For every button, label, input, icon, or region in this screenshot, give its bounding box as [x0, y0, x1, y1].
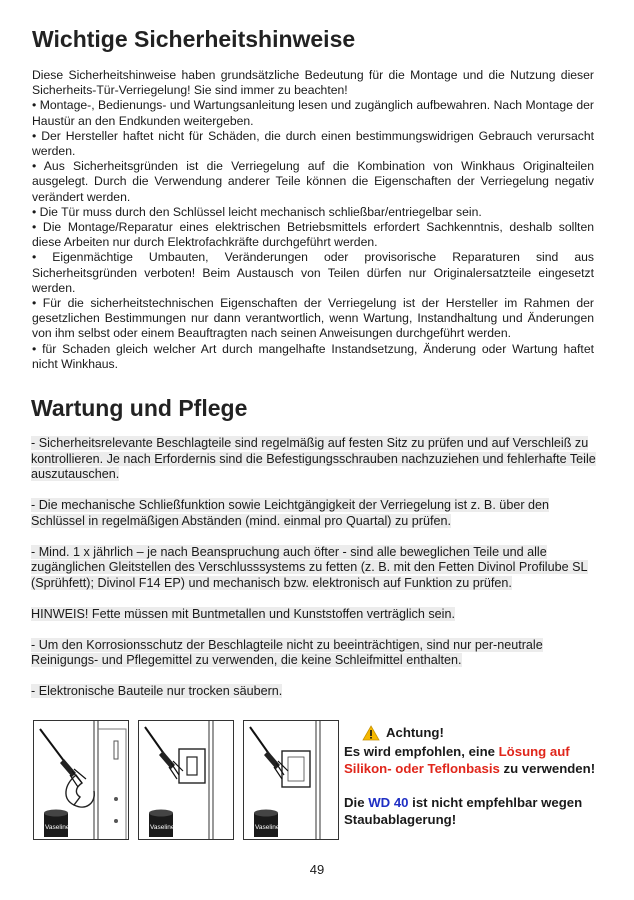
notice-heading: Achtung! [386, 725, 444, 740]
notice-box [344, 724, 604, 828]
not-recommended-product: WD 40 [368, 795, 409, 810]
safety-heading: Wichtige Sicherheitshinweise [32, 26, 356, 52]
recommended-lubricant: Lösung auf Silikon- oder Teflonbasis [344, 744, 570, 776]
safety-bullet: • Aus Sicherheitsgründen ist die Verriegelung auf die Kombination von Winkhaus Originalteilen ausgelegt. Durch die Verwendung anderer Teile können die Eigenschaften der Verriegelung negativ verändert werden. [32, 159, 594, 204]
safety-bullet: • Für die sicherheitstechnischen Eigenschaften der Verriegelung ist der Hersteller im Rahmen der gesetzlichen Bestimmungen nur dann verantwortlich, wenn Wartung, Instandhaltung und Änderungen von ihm selbst oder einem Beauftragten nach seinen Anweisungen durchgeführt werden. [32, 296, 594, 341]
page-number: 49 [309, 862, 325, 877]
safety-intro: Diese Sicherheitshinweise haben grundsätzliche Bedeutung für die Montage und die Nutzung dieser Sicherheits-Tür-Verriegelung! Sie sind immer zu beachten! [32, 68, 594, 98]
safety-section [32, 68, 594, 372]
notice-warning: Die WD 40 ist nicht empfehlbar wegen Staubablagerung! [344, 795, 583, 827]
safety-bullet: • Die Tür muss durch den Schlüssel leicht mechanisch schließbar/entriegelbar sein. [32, 204, 482, 219]
can-label: Vaseline [150, 824, 175, 831]
care-item: - Sicherheitsrelevante Beschlagteile sind regelmäßig auf festen Sitz zu prüfen und auf Verschleiß zu kontrollieren. Je nach Erfordernis sind die Befestigungsschrauben nachzuziehen und fehlerhafte Teile auszutauschen. [31, 436, 596, 481]
care-item: - Elektronische Bauteile nur trocken säubern. [31, 684, 283, 698]
safety-bullet: • Die Montage/Reparatur eines elektrischen Betriebsmittels erfordert Sachkenntnis, deshalb sollten diese Arbeiten nur durch Elektrofachkräfte durchgeführt werden. [32, 220, 594, 250]
keeper-lubrication-drawing [244, 721, 338, 839]
safety-bullet: • Montage-, Bedienungs- und Wartungsanleitung lesen und zugänglich aufbewahren. Nach Montage der Haustür an den Endkunden weitergeben. [32, 98, 594, 128]
notice-header [362, 724, 604, 741]
warning-triangle-icon [362, 725, 380, 741]
care-item: - Um den Korrosionsschutz der Beschlagteile nicht zu beeinträchtigen, sind nur per-neutrale Reinigungs- und Pflegemittel zu verwenden, die keine Schleifmittel enthalten. [31, 637, 543, 667]
notice-recommendation: Es wird empfohlen, eine Lösung auf Silikon- oder Teflonbasis zu verwenden! [344, 744, 596, 776]
can-label: Vaseline [45, 824, 70, 831]
illustration-striker-lubrication [138, 720, 234, 840]
safety-bullet: • für Schaden gleich welcher Art durch mangelhafte Instandsetzung, Änderung oder Wartung haftet nicht Winkhaus. [32, 341, 594, 371]
care-heading: Wartung und Pflege [31, 395, 248, 421]
can-label: Vaseline [255, 824, 280, 831]
illustration-keeper-lubrication [243, 720, 339, 840]
care-item: - Die mechanische Schließfunktion sowie Leichtgängigkeit der Verriegelung ist z. B. über den Schlüssel in regelmäßigen Abständen (mind. einmal pro Quartal) zu prüfen. [31, 498, 550, 528]
safety-bullet: • Der Hersteller haftet nicht für Schäden, die durch einen bestimmungswidrigen Gebrauch verursacht werden. [32, 128, 594, 159]
lock-lubrication-drawing [34, 721, 128, 839]
care-item: - Mind. 1 x jährlich – je nach Beanspruchung auch öfter - sind alle beweglichen Teile und alle zugänglichen Gleitstellen des Verschlusssystems zu fetten (z. B. mit den Fetten Divinol Profilube SL (Sprühfett); Divinol F14 EP) und mechanisch bzw. elektronisch auf Funktion zu prüfen. [31, 544, 588, 590]
care-note: HINWEIS! Fette müssen mit Buntmetallen und Kunststoffen verträglich sein. [31, 606, 455, 621]
illustration-lock-lubrication [33, 720, 129, 840]
safety-bullet: • Eigenmächtige Umbauten, Veränderungen oder provisorische Reparaturen sind aus Sicherheitsgründen verboten! Beim Austausch von Teilen dürfen nur Originalersatzteile eingesetzt werden. [32, 250, 594, 295]
striker-lubrication-drawing [139, 721, 233, 839]
care-section [31, 436, 596, 714]
